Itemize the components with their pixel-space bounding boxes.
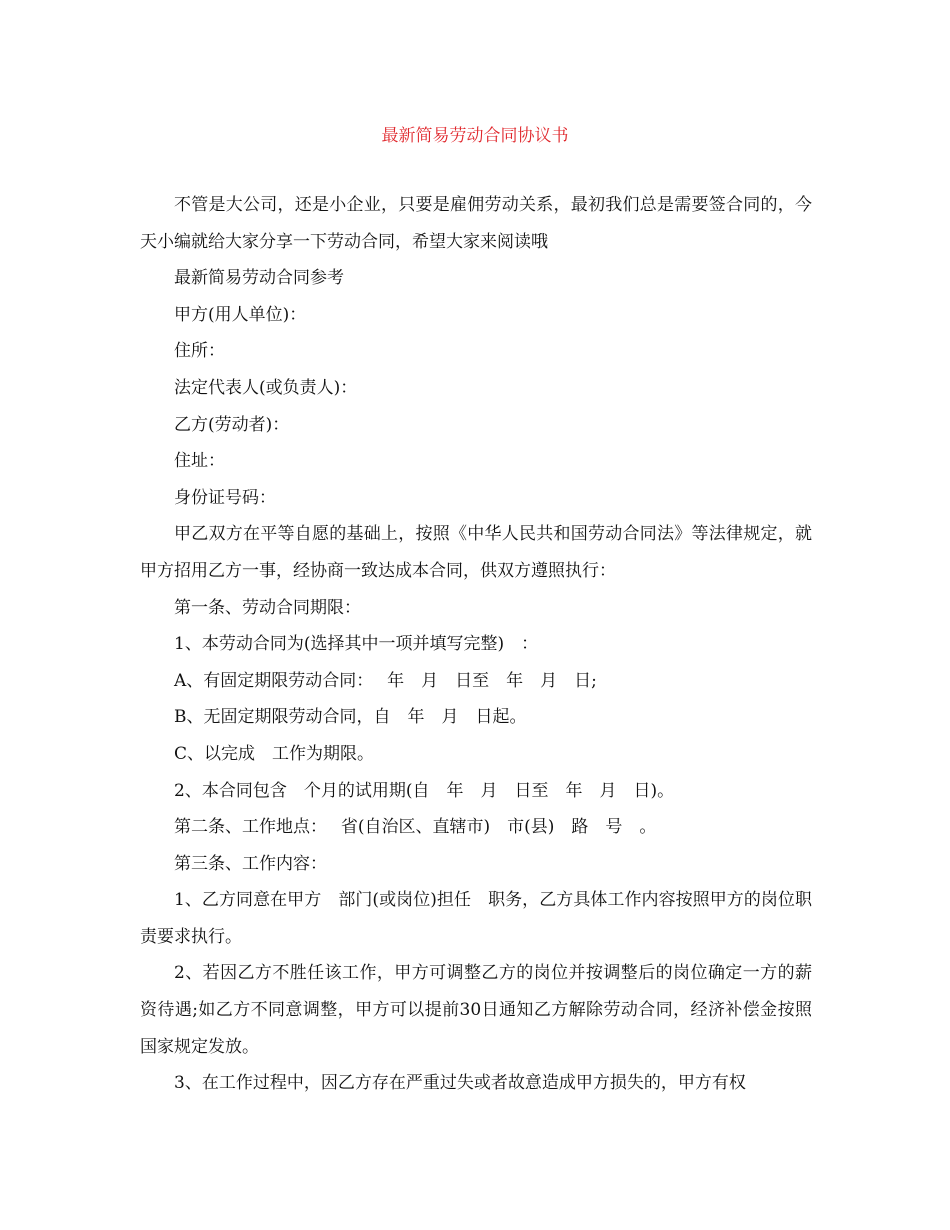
paragraph-article-3-item-1: 1、乙方同意在甲方 部门(或岗位)担任 职务，乙方具体工作内容按照甲方的岗位职责要求执行。 [140,890,812,947]
paragraph-option-a: A、有固定期限劳动合同： 年 月 日至 年 月 日; [174,670,597,691]
paragraph-article-1: 第一条、劳动合同期限： [174,597,361,618]
document-body [140,187,812,1102]
paragraph-party-b: 乙方(劳动者)： [174,414,290,435]
paragraph-option-b: B、无固定期限劳动合同，自 年 月 日起。 [174,707,527,728]
paragraph-intro: 不管是大公司，还是小企业，只要是雇佣劳动关系，最初我们总是需要签合同的，今天小编就给大家分享一下劳动合同，希望大家来阅读哦 [140,195,812,252]
paragraph-article-1-item-1: 1、本劳动合同为(选择其中一项并填写完整) ： [174,634,539,655]
paragraph-probation: 2、本合同包含 个月的试用期(自 年 月 日至 年 月 日)。 [174,780,675,801]
paragraph-option-c: C、以完成 工作为期限。 [174,743,375,764]
paragraph-article-3-item-3: 3、在工作过程中，因乙方存在严重过失或者故意造成甲方损失的，甲方有权 [174,1073,746,1094]
paragraph-article-3: 第三条、工作内容： [174,853,327,874]
paragraph-party-b-address: 住址： [174,451,225,472]
paragraph-id-number: 身份证号码： [174,487,276,508]
paragraph-preamble: 甲乙双方在平等自愿的基础上，按照《中华人民共和国劳动合同法》等法律规定，就甲方招用乙方一事，经协商一致达成本合同，供双方遵照执行： [140,524,812,581]
paragraph-legal-representative: 法定代表人(或负责人)： [174,377,358,398]
paragraph-reference-heading: 最新简易劳动合同参考 [174,268,344,289]
document-title: 最新简易劳动合同协议书 [381,126,569,146]
paragraph-article-2: 第二条、工作地点： 省(自治区、直辖市) 市(县) 路 号 。 [174,817,657,838]
paragraph-party-a: 甲方(用人单位)： [174,304,307,325]
paragraph-article-3-item-2: 2、若因乙方不胜任该工作，甲方可调整乙方的岗位并按调整后的岗位确定一方的薪资待遇;如乙方不同意调整，甲方可以提前30日通知乙方解除劳动合同，经济补偿金按照国家规定发放。 [140,963,812,1057]
paragraph-party-a-address: 住所： [174,341,225,362]
